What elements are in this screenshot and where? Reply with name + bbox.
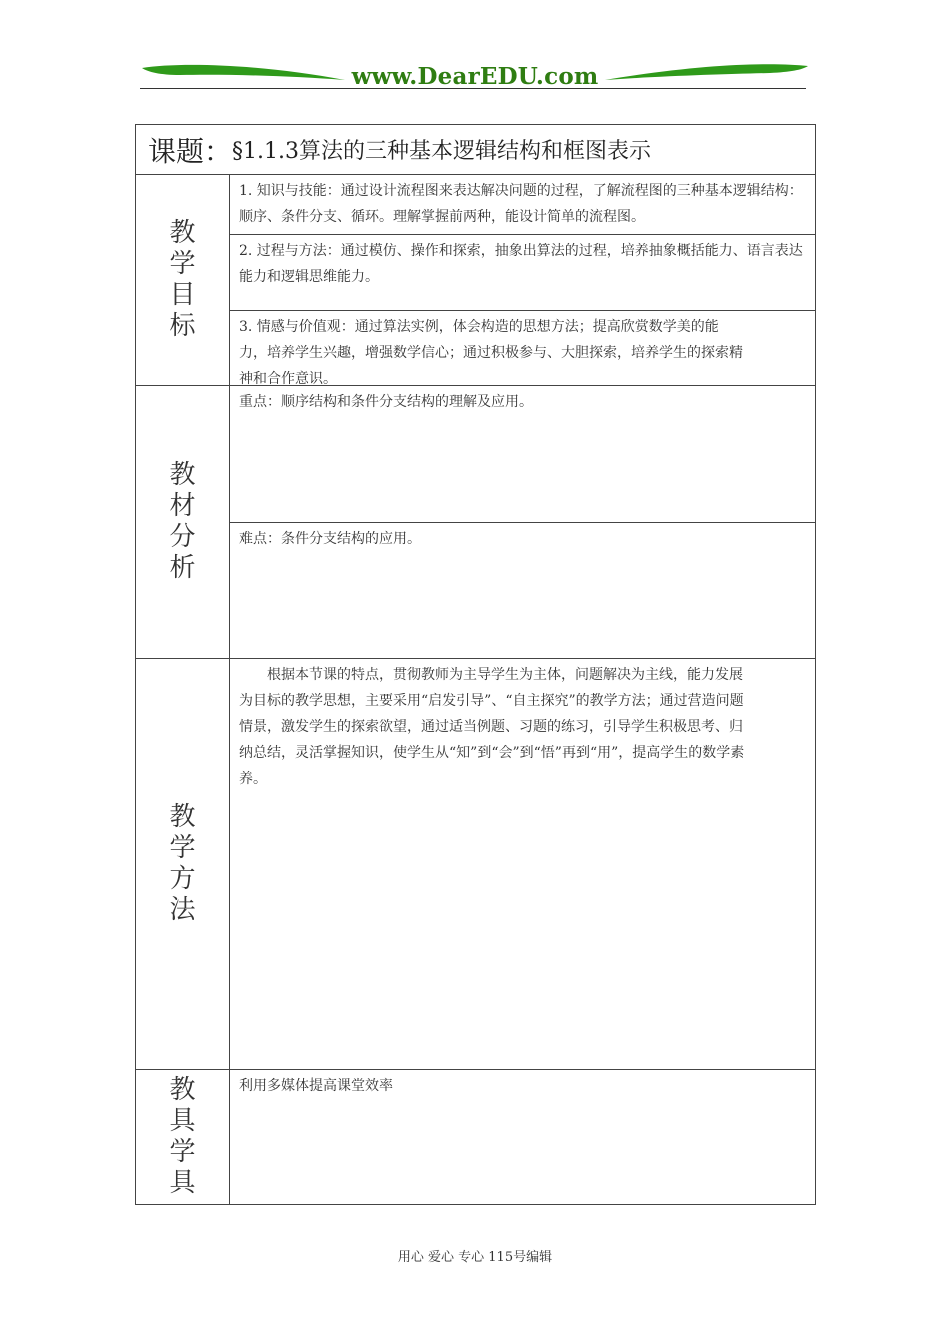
objectives-section	[136, 175, 815, 386]
lesson-plan-table	[135, 124, 816, 1205]
objectives-label: 教学目标	[169, 218, 196, 341]
method-text: 根据本节课的特点，贯彻教师为主导学生为主体，问题解决为主线，能力发展为目标的教学思想，主要采用“启发引导”、“自主探究”的教学方法；通过营造问题情景，激发学生的探索欲望，通过适当例题、习题的练习，引导学生积极思考、归纳总结，灵活掌握知识，使学生从“知”到“会”到“悟”再到“用”，提高学生的数学素养。	[239, 667, 745, 787]
page-footer: 用心 爱心 专心 115号编辑	[397, 1250, 553, 1265]
tools-text: 利用多媒体提高课堂效率	[239, 1078, 393, 1094]
page-title: §1.1.3算法的三种基本逻辑结构和框图表示	[232, 139, 651, 164]
site-url[interactable]: www.DearEDU.com	[351, 63, 599, 90]
lesson-title-row	[136, 125, 815, 175]
site-banner	[140, 58, 810, 92]
title-label: 课题：	[148, 134, 233, 168]
objective-process: 2. 过程与方法：通过模仿、操作和探索，抽象出算法的过程，培养抽象概括能力、语言表达能力和逻辑思维能力。	[230, 235, 815, 311]
analysis-header	[136, 386, 230, 658]
tools-header	[136, 1070, 230, 1204]
method-label: 教学方法	[169, 802, 196, 925]
tools-section	[136, 1070, 815, 1204]
objective-attitude: 3. 情感与价值观：通过算法实例，体会构造的思想方法；提高欣赏数学美的能力，培养学生兴趣，增强数学信心；通过积极参与、大胆探索，培养学生的探索精神和合作意识。	[239, 319, 743, 387]
method-header	[136, 659, 230, 1069]
tools-label: 教具学具	[169, 1075, 196, 1198]
objectives-header	[136, 175, 230, 385]
analysis-label: 教材分析	[169, 460, 196, 583]
key-point: 重点：顺序结构和条件分支结构的理解及应用。	[230, 386, 815, 523]
analysis-section	[136, 386, 815, 659]
difficulty-point: 难点：条件分支结构的应用。	[239, 531, 421, 547]
header-rule	[140, 88, 806, 89]
method-section	[136, 659, 815, 1070]
objective-knowledge: 1. 知识与技能：通过设计流程图来表达解决问题的过程，了解流程图的三种基本逻辑结构：顺序、条件分支、循环。理解掌握前两种，能设计简单的流程图。	[230, 175, 815, 235]
